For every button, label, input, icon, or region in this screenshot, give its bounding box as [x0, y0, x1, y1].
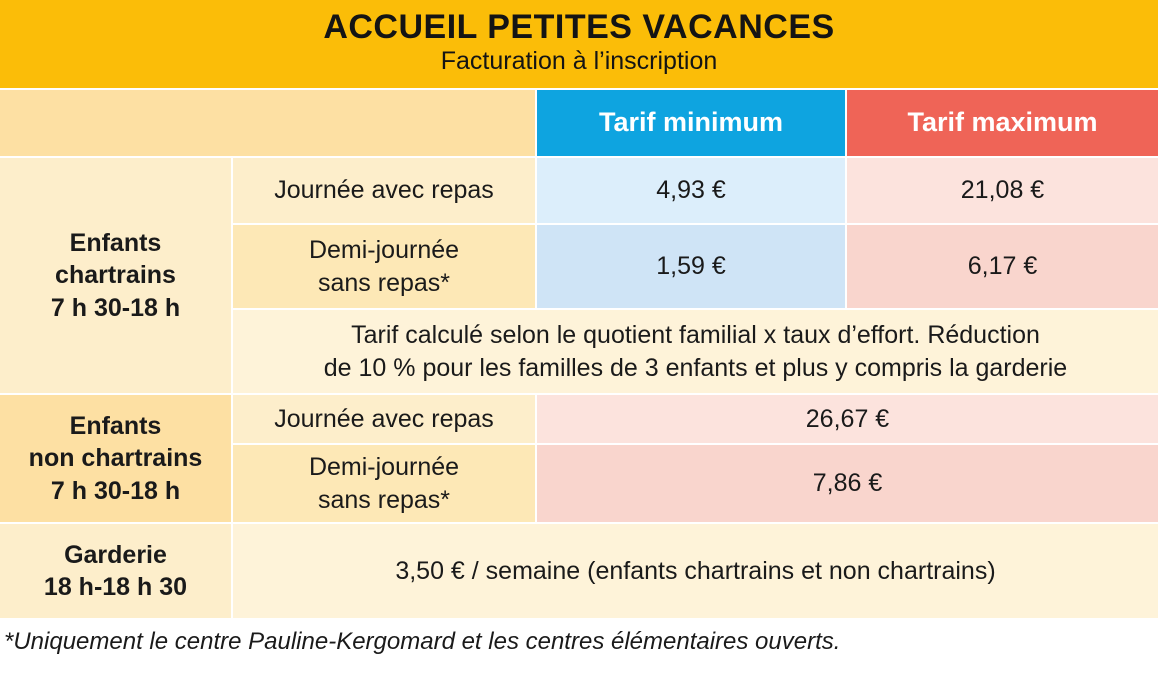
- non-chartrains-halfday-label-line1: Demi-journée: [308, 453, 460, 481]
- group-chartrains: [0, 158, 231, 393]
- group-non-chartrains-line1: Enfants: [69, 411, 162, 440]
- chartrains-halfday-max: 6,17 €: [847, 225, 1158, 308]
- chartrains-halfday-label-line2: sans repas*: [317, 268, 451, 297]
- group-garderie-hours: 18 h-18 h 30: [43, 573, 188, 601]
- group-non-chartrains-line2: non chartrains: [28, 444, 203, 473]
- column-header-max: Tarif maximum: [847, 90, 1158, 156]
- group-chartrains-line2: chartrains: [55, 261, 176, 290]
- footnote: *Uniquement le centre Pauline-Kergomard et les centres élémentaires ouverts.: [4, 628, 841, 655]
- chartrains-day-label: Journée avec repas: [233, 158, 535, 223]
- non-chartrains-halfday-price: 7,86 €: [537, 445, 1158, 522]
- title-banner: [0, 0, 1158, 88]
- garderie-price: 3,50 € / semaine (enfants chartrains et non chartrains): [233, 524, 1158, 618]
- page-title: ACCUEIL PETITES VACANCES: [323, 8, 835, 46]
- group-non-chartrains: [0, 395, 231, 522]
- header-empty-cell: [0, 90, 535, 156]
- chartrains-halfday-min: 1,59 €: [537, 225, 845, 308]
- group-garderie-line1: Garderie: [64, 540, 167, 569]
- chartrains-note-line2: de 10 % pour les familles de 3 enfants et plus y compris la garderie: [323, 353, 1068, 382]
- chartrains-halfday-label-line1: Demi-journée: [308, 236, 460, 264]
- non-chartrains-halfday-label-line2: sans repas*: [317, 485, 451, 514]
- page-subtitle: Facturation à l’inscription: [440, 47, 718, 75]
- chartrains-note: [233, 310, 1158, 393]
- chartrains-day-max: 21,08 €: [847, 158, 1158, 223]
- non-chartrains-day-price: 26,67 €: [537, 395, 1158, 443]
- chartrains-day-min: 4,93 €: [537, 158, 845, 223]
- non-chartrains-halfday-label: [233, 445, 535, 522]
- non-chartrains-day-label: Journée avec repas: [233, 395, 535, 443]
- group-chartrains-line1: Enfants: [69, 228, 162, 257]
- chartrains-halfday-label: [233, 225, 535, 308]
- group-garderie: [0, 524, 231, 618]
- group-chartrains-hours: 7 h 30-18 h: [50, 293, 181, 322]
- chartrains-note-line1: Tarif calculé selon le quotient familial x taux d’effort. Réduction: [351, 321, 1040, 349]
- column-header-min: Tarif minimum: [537, 90, 845, 156]
- group-non-chartrains-hours: 7 h 30-18 h: [50, 476, 181, 505]
